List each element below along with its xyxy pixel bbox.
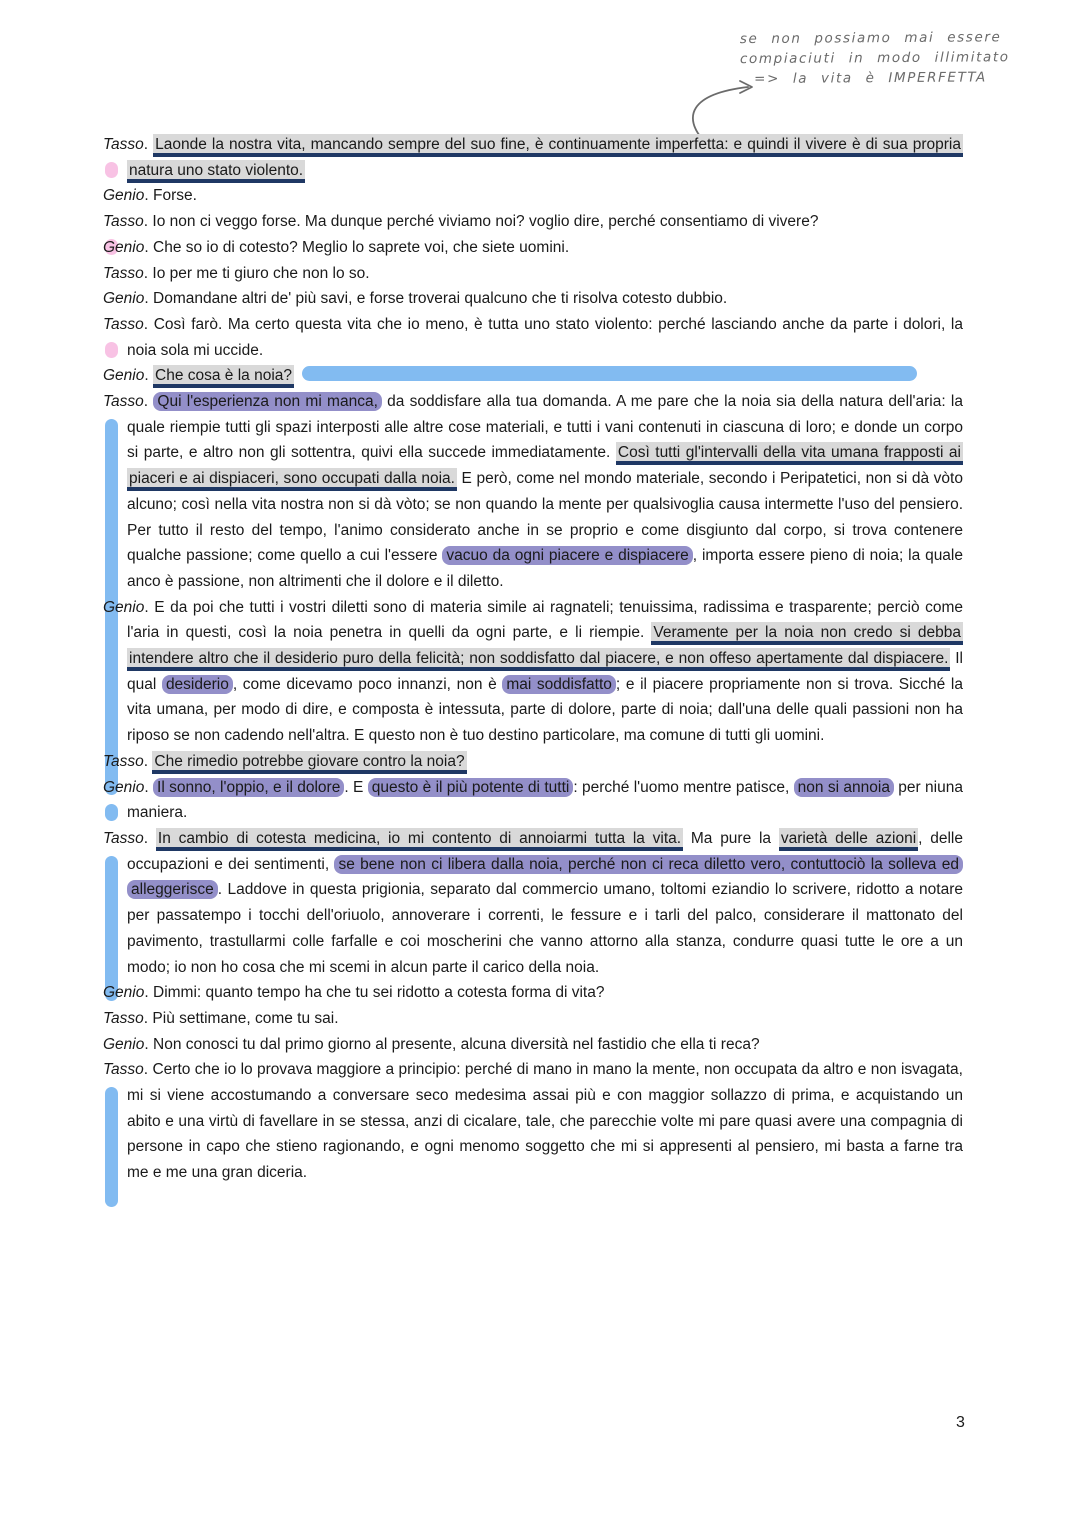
gray-highlighted-text: Che cosa è la noia?: [153, 365, 294, 388]
purple-highlighted-text: Il sonno, l'oppio, e il dolore: [153, 778, 344, 797]
dialogue-paragraph: Genio. Forse.: [103, 187, 197, 205]
handwritten-note-line: se non possiamo mai essere: [739, 29, 1002, 48]
dialogue-paragraph: Tasso. Più settimane, come tu sai.: [103, 1009, 339, 1027]
dialogue-text: , come dicevamo poco innanzi, non è: [232, 675, 503, 693]
dialogue-text: , delle occupazioni e dei sentimenti,: [127, 829, 963, 873]
handwritten-note: [740, 27, 1060, 89]
dialogue-paragraph: Genio. Domandane altri de' più savi, e forse troverai qualcuno che ti risolva cotesto dubbio.: [103, 290, 728, 308]
dialogue-text: Io per me ti giuro che non lo so.: [152, 264, 370, 282]
speaker-name: Tasso: [103, 1061, 144, 1079]
dialogue-paragraph: Tasso. Certo che io lo provava maggiore a principio: perché di mano in mano la mente, non occupata da altro e non isvagata, mi si viene accostumando a conversare seco medesima assai più e con maggior sollazzo di prima, e acquistando un abito e una virtù di favellare in se stessa, anzi di cicalare, tale, che parecchie volte mi pare quasi avere una compagnia di persone in capo che stieno ragionando, e ogni menomo soggetto che mi si appresenti al pensiero, mi basta a farne tra me e me una gran diceria.: [103, 1057, 963, 1186]
dialogue-text: Più settimane, come tu sai.: [152, 1009, 339, 1027]
page-number: 3: [956, 1414, 965, 1431]
speaker-name: Genio: [103, 290, 145, 308]
pink-margin-bar: [105, 162, 118, 179]
dialogue-paragraph: Genio. Che cosa è la noia?: [103, 363, 963, 389]
dialogue-paragraph: Tasso. Qui l'esperienza non mi manca, da soddisfare alla tua domanda. A me pare che la noia sia della natura dell'aria: la quale riempie tutti gli spazi interposti alle altre cose materiali, e tutti i vani contenuti in ciascuna di loro; e donde un corpo si parte, e altro non gli sottentra, quivi ella succede immediatamente. Così tutti gl'intervalli della vita umana frapposti ai piaceri e ai dispiaceri, sono occupati dalla noia. E però, come nel mondo materiale, secondo i Peripatetici, non si dà vòto alcuno; così nella vita nostra non si dà vòto; se non quando la mente per qualsivoglia causa intermette l'uso del pensiero. Per tutto il resto del tempo, l'animo considerato anche in se proprio e come disgiunto dal corpo, si trova contenere qualche passione; come quello a cui l'essere vacuo da ogni piacere e dispiacere , importa essere pieno di noia; la quale anco è passione, non altrimenti che il dolore e il diletto.: [103, 389, 963, 595]
dialogue-text: Io non ci veggo forse. Ma dunque perché viviamo noi? voglio dire, perché consentiamo di vivere?: [152, 213, 819, 231]
dialogue-text: Il qual: [127, 650, 963, 693]
purple-highlighted-text: Qui l'esperienza non mi manca,: [153, 392, 382, 411]
speaker-name: Tasso: [103, 1009, 144, 1027]
dialogue-paragraph: Genio. Non conosci tu dal primo giorno al presente, alcuna diversità nel fastidio che ella ti reca?: [103, 1035, 760, 1053]
gray-highlighted-text: Laonde la nostra vita, mancando sempre del suo fine, è continuamente imperfetta: e quindi il vivere è di sua propria natura uno stato violento.: [127, 134, 963, 183]
dialogue-text: Che so io di cotesto? Meglio lo saprete voi, che siete uomini.: [153, 238, 570, 256]
blue-margin-bar: [105, 804, 118, 821]
dialogue: [103, 132, 963, 1186]
dialogue-paragraph: Genio. E da poi che tutti i vostri diletti sono di materia simile ai ragnateli; tenuissima, radissima e trasparente; perciò come l'aria in questi, così la noia penetra in quelli da ogni parte, e li riempie. Veramente per la noia non credo si debba intendere altro che il desiderio puro della felicità; non soddisfatto dal piacere, e non offeso apertamente dal dispiacere. Il qual desiderio , come dicevamo poco innanzi, non è mai soddisfatto ; e il piacere propriamente non si trova. Sicché la vita umana, per modo di dire, e composta è intessuta, parte di dolore, parte di noia; dall'una delle quali passioni non ha riposo se non cadendo nell'altra. E questo non è tuo destino particolare, ma comune di tutti gli uomini.: [103, 595, 963, 749]
dialogue-text: Così farò. Ma certo questa vita che io meno, è tutta uno stato violento: perché lasciando anche da parte i dolori, la noia sola mi uccide.: [127, 315, 963, 359]
dialogue-paragraph: Tasso. Così farò. Ma certo questa vita che io meno, è tutta uno stato violento: perché lasciando anche da parte i dolori, la noia sola mi uccide.: [103, 315, 963, 359]
blue-margin-bar: [105, 1087, 118, 1207]
speaker-name: Genio: [103, 984, 145, 1002]
speaker-name: Tasso: [103, 264, 144, 282]
purple-highlighted-text: mai soddisfatto: [502, 675, 616, 694]
blue-margin-bar: [105, 856, 118, 1001]
speaker-name: Genio: [103, 367, 145, 385]
dialogue-text: Ma pure la: [683, 829, 779, 847]
dialogue-paragraph: Tasso. Che rimedio potrebbe giovare contro la noia?: [103, 749, 963, 775]
speaker-name: Tasso: [103, 393, 144, 411]
dialogue-paragraph: Tasso. In cambio di cotesta medicina, io mi contento di annoiarmi tutta la vita. Ma pure la varietà delle azioni , delle occupazioni e dei sentimenti, se bene non ci libera dalla noia, perché non ci reca diletto vero, contuttociò la solleva ed alleggerisce . Laddove in questa prigionia, separato dal commercio umano, toltomi eziandio lo scrivere, ridotto a notare per passatempo i tocchi dell'oriuolo, annoverare i correnti, le fessure e i tarli del palco, considerare il mattonato del pavimento, trastullarmi colle farfalle e coi moscherini che vanno attorno alla stanza, condurre quasi tutte le ore a un modo; io non ho cosa che mi scemi in alcun parte il carico della noia.: [103, 826, 963, 980]
gray-highlighted-text: varietà delle azioni: [779, 828, 918, 851]
dialogue-text: : perché l'uomo mentre patisce,: [573, 778, 794, 796]
dialogue-text: . E: [344, 778, 368, 796]
dialogue-text: Non conosci tu dal primo giorno al presente, alcuna diversità nel fastidio che ella ti reca?: [153, 1035, 760, 1053]
purple-highlighted-text: desiderio: [162, 675, 233, 694]
dialogue-paragraph: Genio. Il sonno, l'oppio, e il dolore . E questo è il più potente di tutti : perché l'uomo mentre patisce, non si annoia per niuna maniera.: [103, 778, 963, 822]
speaker-name: Genio: [103, 238, 145, 256]
dialogue-text: Certo che io lo provava maggiore a principio: perché di mano in mano la mente, non occupata da altro e non isvagata, mi si viene accostumando a conversare seco medesima assai più e con maggior sollazzo di prima, e acquistando un abito e una virtù di favellare in se stessa, anzi di cicalare, tale, che parecchie volte mi pare quasi avere una compagnia di persone in capo che stieno ragionando, e ogni menomo soggetto che mi si appresenti al pensiero, mi basta a farne tra me e me una gran diceria.: [127, 1061, 963, 1182]
dialogue-text: E da poi che tutti i vostri diletti sono di materia simile ai ragnateli; tenuissima, radissima e trasparente; perciò come l'aria in questi, così la noia penetra in quelli da ogni parte, e li riempie.: [127, 598, 964, 642]
gray-highlighted-text: In cambio di cotesta medicina, io mi contento di annoiarmi tutta la vita.: [156, 828, 683, 851]
handwritten-note-line: compiaciuti in modo illimitato: [739, 49, 1010, 68]
purple-highlighted-text: se bene non ci libera dalla noia, perché non ci reca diletto vero, contuttociò la solleva ed alleggerisce: [127, 855, 963, 900]
speaker-name: Genio: [103, 187, 145, 205]
dialogue-paragraph: Genio. Che so io di cotesto? Meglio lo saprete voi, che siete uomini.: [103, 238, 570, 256]
dialogue-paragraph: Genio. Dimmi: quanto tempo ha che tu sei ridotto a cotesta forma di vita?: [103, 984, 605, 1002]
gray-highlighted-text: Così tutti gl'intervalli della vita umana frapposti ai piaceri e ai dispiaceri, sono occupati dalla noia.: [127, 442, 963, 491]
blue-marker-stroke: [302, 366, 917, 381]
gray-highlighted-text: Che rimedio potrebbe giovare contro la noia?: [152, 751, 466, 774]
purple-highlighted-text: non si annoia: [794, 778, 894, 797]
speaker-name: Tasso: [103, 315, 144, 333]
dialogue-text: ; e il piacere propriamente non si trova. Sicché la vita umana, per modo di dire, e composta è intessuta, parte di dolore, parte di noia; dall'una delle quali passioni non ha riposo se non cadendo nell'altra. E questo non è tuo destino particolare, ma comune di tutti gli uomini.: [127, 675, 963, 745]
dialogue-text: per niuna maniera.: [127, 778, 963, 822]
speaker-name: Genio: [103, 1035, 145, 1053]
speaker-name: Genio: [103, 598, 145, 616]
dialogue-text: Dimmi: quanto tempo ha che tu sei ridotto a cotesta forma di vita?: [153, 984, 605, 1002]
dialogue-paragraph: Tasso. Io per me ti giuro che non lo so.: [103, 264, 370, 282]
speaker-name: Genio: [103, 778, 145, 796]
purple-highlighted-text: questo è il più potente di tutti: [368, 778, 574, 797]
dialogue-text: . Laddove in questa prigionia, separato dal commercio umano, toltomi eziandio lo scrivere, ridotto a notare per passatempo i tocchi dell'oriuolo, annoverare i correnti, le fessure e i tarli del palco, considerare il mattonato del pavimento, trastullarmi colle farfalle e coi moscherini che vanno attorno alla stanza, condurre quasi tutte le ore a un modo; io non ho cosa che mi scemi in alcun parte il carico della noia.: [127, 881, 963, 976]
purple-highlighted-text: vacuo da ogni piacere e dispiacere: [442, 546, 692, 565]
pink-margin-bar: [105, 342, 118, 359]
dialogue-text: E però, come nel mondo materiale, secondo i Peripatetici, non si dà vòto alcuno; così nella vita nostra non si dà vòto; se non quando la mente per qualsivoglia causa intermette l'uso del pensiero. Per tutto il resto del tempo, l'animo considerato anche in se proprio e come disgiunto dal corpo, si trova contenere qualche passione; come quello a cui l'essere: [127, 470, 963, 565]
gray-highlighted-text: Veramente per la noia non credo si debba intendere altro che il desiderio puro della felicità; non soddisfatto dal piacere, e non offeso apertamente dal dispiacere.: [127, 622, 963, 671]
dialogue-text: , importa essere pieno di noia; la quale anco è passione, non altrimenti che il dolore e il diletto.: [127, 547, 963, 590]
dialogue-text: da soddisfare alla tua domanda. A me pare che la noia sia della natura dell'aria: la quale riempie tutti gli spazi interposti alle altre cose materiali, e tutti i vani contenuti in ciascuna di loro; e donde un corpo si parte, e altro non gli sottentra, quivi ella succede immediatamente.: [127, 393, 963, 462]
dialogue-paragraph: Tasso. Io non ci veggo forse. Ma dunque perché viviamo noi? voglio dire, perché consentiamo di vivere?: [103, 209, 963, 235]
speaker-name: Tasso: [103, 213, 144, 231]
dialogue-paragraph: Tasso. Laonde la nostra vita, mancando sempre del suo fine, è continuamente imperfetta: e quindi il vivere è di sua propria natura uno stato violento.: [103, 132, 963, 183]
speaker-name: Tasso: [103, 136, 144, 153]
speaker-name: Tasso: [103, 752, 144, 770]
speaker-name: Tasso: [103, 829, 144, 847]
dialogue-text: Domandane altri de' più savi, e forse troverai qualcuno che ti risolva cotesto dubbio.: [153, 290, 728, 308]
dialogue-text: Forse.: [153, 187, 197, 205]
handwritten-note-line: => la vita è IMPERFETTA: [754, 69, 987, 88]
